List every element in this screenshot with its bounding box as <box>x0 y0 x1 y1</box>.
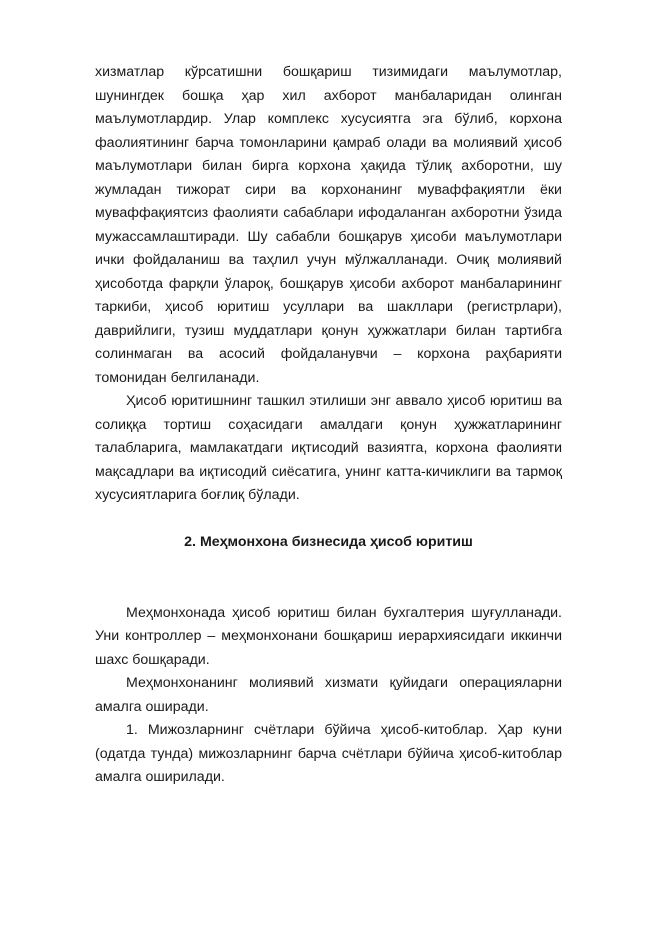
list-item-client-accounts: 1. Мижозларнинг счётлари бўйича ҳисоб-китоблар. Ҳар куни (одатда тунда) мижозларнинг барча счётлари бўйича ҳисоб-китоблар амалга оширилади. <box>95 722 562 785</box>
paragraph-financial-service: Меҳмонхонанинг молиявий хизмати қуйидаги операцияларни амалга оширади. <box>95 675 562 715</box>
paragraph-accounting-organization: Ҳисоб юритишнинг ташкил этилиши энг аввало ҳисоб юритиш ва солиққа тортиш соҳасидаги амалдаги қонун ҳужжатларининг талабларига, мамлакатдаги иқтисодий вазиятга, корхона фаолияти мақсадлари ва иқтисодий сиёсатига, унинг катта-кичиклиги ва тармоқ хусусиятларига боғлиқ бўлади. <box>95 393 562 503</box>
paragraph-hotel-bookkeeping: Меҳмонхонада ҳисоб юритиш билан бухгалтерия шуғулланади. Уни контроллер – меҳмонхонани бошқариш иерархиясидаги иккинчи шахс бошқаради. <box>95 604 562 668</box>
paragraph-management-accounting-data: хизматлар кўрсатишни бошқариш тизимидаги маълумотлар, шунингдек бошқа ҳар хил ахборот манбаларидан олинган маълумотлардир. Улар комплекс хусусиятга эга бўлиб, корхона фаолиятининг барча томонларини қамраб олади ва молиявий ҳисоб маълумотлари билан бирга корхона ҳақида тўлиқ ахборотни, шу жумладан тижорат сири ва корхонанинг муваффақиятли ёки муваффақиятсиз фаолияти сабаблари ифодаланган ахборотни ўзида мужассамлаштиради. Шу сабабли бошқарув ҳисоби маълумотлари ички фойдаланиш ва таҳлил учун мўлжалланади. Очиқ молиявий ҳисоботда фарқли ўлароқ, бошқарув ҳисоби ахборот манбаларининг таркиби, ҳисоб юритиш усуллари ва шакллари (регистрлари), даврийлиги, тузиш муддатлари қонун ҳужжатлари билан тартибга солинмаган ва асосий фойдаланувчи – корхона раҳбарияти томонидан белгиланади. <box>95 64 562 386</box>
section-heading: 2. Меҳмонхона бизнесида ҳисоб юритиш <box>184 534 473 550</box>
document-page <box>95 61 562 790</box>
